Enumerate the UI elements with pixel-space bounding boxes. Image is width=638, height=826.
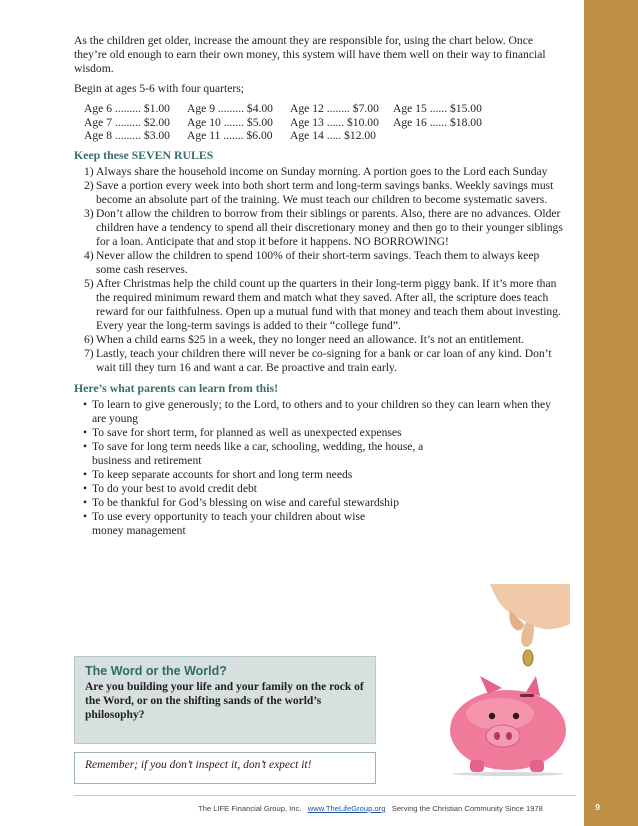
age-column xyxy=(393,102,496,143)
rule-text: Lastly, teach your children there will never be co-signing for a bank or car loan of any kind. Don’t wait till they turn 16 and want a car. Be proactive and train early. xyxy=(96,346,552,374)
lesson-text: To save for long term needs like a car, schooling, wedding, the house, a business and retirement xyxy=(92,439,424,467)
rule-item xyxy=(74,207,566,249)
gold-sidebar xyxy=(584,0,638,826)
age-column xyxy=(290,102,393,143)
coin-icon xyxy=(523,650,533,666)
rule-number: 7) xyxy=(84,346,94,360)
intro-paragraph: As the children get older, increase the amount they are responsible for, using the chart below. Once they’re old enough to earn their own money, this system will have them well on their way to financial wisdom. xyxy=(74,34,546,75)
remember-text: Remember; if you don’t inspect it, don’t expect it! xyxy=(85,759,312,771)
coin-slot xyxy=(520,694,534,697)
age-chart xyxy=(84,102,566,143)
remember-box xyxy=(74,752,376,784)
rule-number: 4) xyxy=(84,248,94,262)
pig-snout xyxy=(486,725,520,747)
lesson-item xyxy=(74,496,566,510)
rule-item xyxy=(74,165,566,179)
word-or-world-callout xyxy=(74,656,376,744)
rule-text: Always share the household income on Sunday morning. A portion goes to the Lord each Sunday xyxy=(96,164,548,178)
lesson-item xyxy=(74,468,566,482)
footer-tagline: Serving the Christian Community Since 1978 xyxy=(391,804,543,813)
rules-heading: Keep these SEVEN RULES xyxy=(74,147,214,162)
lessons-heading: Here’s what parents can learn from this! xyxy=(74,380,279,395)
rule-number: 5) xyxy=(84,276,94,290)
footer-url-link[interactable]: www.TheLifeGroup.org xyxy=(307,804,386,813)
rule-item xyxy=(74,277,566,333)
age-entry: Age 6 ......... $1.00 xyxy=(84,102,170,115)
rules-list xyxy=(74,165,566,375)
rule-text: Don’t allow the children to borrow from their siblings or parents. Also, there are no advances. Older children have a tendency to spend all their discretionary money and then go to their younger siblings for a loan. Anticipate that and stop it before it happens. NO BORROWING! xyxy=(96,206,563,248)
rule-text: After Christmas help the child count up the quarters in their long-term piggy bank. If it’s more than the required minimum reward them and match what they saved. After all, the scripture does teach reward for our faithfulness. Open up a mutual fund with that money and teach them about investing. Every year the long-term savings is added to their “college fund”. xyxy=(96,276,561,332)
piggy-bank-illustration xyxy=(430,584,570,776)
lesson-text: To keep separate accounts for short and long term needs xyxy=(92,467,353,481)
age-entry: Age 8 ......... $3.00 xyxy=(84,129,170,142)
lesson-item xyxy=(74,510,392,538)
rule-text: When a child earns $25 in a week, they no longer need an allowance. It’s not an entitlement. xyxy=(96,332,525,346)
lessons-list xyxy=(74,398,566,538)
lesson-item xyxy=(74,426,566,440)
age-entry: Age 12 ........ $7.00 xyxy=(290,102,379,115)
age-entry: Age 11 ....... $6.00 xyxy=(187,129,273,142)
lesson-text: To do your best to avoid credit debt xyxy=(92,481,258,495)
callout-body: Are you building your life and your family on the rock of the Word, or on the shifting sands of the world’s philosophy? xyxy=(85,681,364,721)
footer xyxy=(198,804,578,813)
age-entry: Age 10 ....... $5.00 xyxy=(187,115,273,129)
age-entry: Age 7 ......... $2.00 xyxy=(84,115,170,129)
page-number: 9 xyxy=(595,802,600,812)
lesson-item xyxy=(74,440,462,468)
lesson-item xyxy=(74,398,566,426)
footer-company: The LIFE Financial Group, Inc. xyxy=(198,804,302,813)
age-entry: Age 9 ......... $4.00 xyxy=(187,102,273,115)
lesson-item xyxy=(74,482,566,496)
footer-divider xyxy=(74,795,576,796)
page-content xyxy=(74,34,566,538)
age-column xyxy=(84,102,187,143)
age-entry: Age 13 ...... $10.00 xyxy=(290,115,379,129)
rule-number: 2) xyxy=(84,178,94,192)
age-entry: Age 15 ...... $15.00 xyxy=(393,102,482,115)
pig-eye xyxy=(489,713,495,719)
rule-item xyxy=(74,179,566,207)
pig-eye xyxy=(513,713,519,719)
rule-number: 1) xyxy=(84,164,94,178)
lesson-text: To save for short term, for planned as well as unexpected expenses xyxy=(92,425,402,439)
age-entry: Age 16 ...... $18.00 xyxy=(393,115,482,129)
rule-text: Save a portion every week into both short term and long-term savings banks. Weekly savings must become an absolute part of the training. We must teach our children to become systematic savers. xyxy=(96,178,554,206)
age-column xyxy=(187,102,290,143)
callout-title: The Word or the World? xyxy=(85,664,227,678)
lesson-text: To be thankful for God’s blessing on wise and careful stewardship xyxy=(92,495,399,509)
lesson-text: To learn to give generously; to the Lord, to others and to your children so they can learn when they are young xyxy=(92,397,551,425)
rule-item xyxy=(74,333,566,347)
begin-line: Begin at ages 5-6 with four quarters; xyxy=(74,82,244,95)
age-entry: Age 14 ..... $12.00 xyxy=(290,129,376,142)
hand-icon xyxy=(490,584,570,629)
rule-item xyxy=(74,249,566,277)
rule-text: Never allow the children to spend 100% of their short-term savings. Teach them to always keep some cash reserves. xyxy=(96,248,540,276)
rule-number: 3) xyxy=(84,206,94,220)
rule-item xyxy=(74,347,566,375)
rule-number: 6) xyxy=(84,332,94,346)
lesson-text: To use every opportunity to teach your children about wise money management xyxy=(92,509,366,537)
